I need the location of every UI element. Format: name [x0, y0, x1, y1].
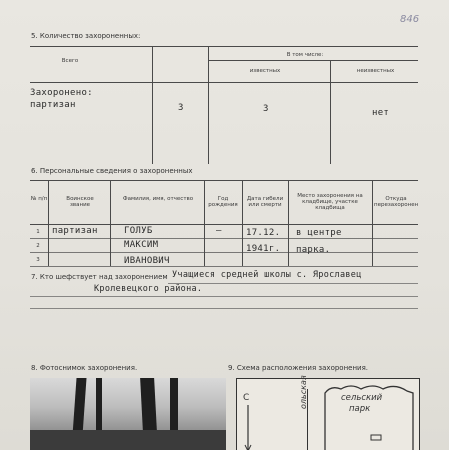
section8-title: 8. Фотоснимок захоронения.	[31, 364, 138, 372]
s6-col-div-6	[372, 180, 373, 266]
s6-h-num: № п/п	[30, 196, 48, 202]
s5-col-divider-2	[208, 46, 209, 164]
s6-row-line-3	[30, 266, 418, 267]
s5-header-bottom	[30, 82, 418, 83]
s5-top-border	[30, 46, 418, 47]
section5-title: 5. Количество захороненных:	[31, 32, 141, 40]
s6-death-line-2: 1941г.	[246, 244, 281, 254]
s5-col-divider-3	[330, 60, 331, 164]
map-park-line-1: сельский	[341, 393, 383, 403]
s6-row-num-3: 3	[36, 257, 40, 263]
s6-col-div-4	[242, 180, 243, 266]
section6-title: 6. Персональные сведения о захороненных	[31, 167, 193, 175]
s6-h-name: Фамилия, имя, отчество	[122, 196, 194, 202]
s7-underline-3	[30, 308, 418, 309]
s7-value-line-1: Учащиеся средней школы с. Ярославец	[172, 270, 362, 280]
s6-col-div-1	[48, 180, 49, 266]
s6-name-line-1: ГОЛУБ	[124, 226, 153, 236]
s6-row-num-2: 2	[36, 243, 40, 249]
s6-name-line-3: ИВАНОВИЧ	[124, 256, 170, 266]
s5-col-all: Всего	[61, 58, 79, 64]
s6-place-line-2: парка.	[296, 245, 331, 255]
grave-photo	[30, 378, 226, 450]
s7-underline-2	[30, 296, 418, 297]
photo-ground	[30, 430, 226, 450]
s6-row-num-1: 1	[36, 229, 40, 235]
s5-total: 3	[178, 103, 184, 113]
s5-subheader-line	[208, 60, 418, 61]
s6-h-from: Откуда перезахоронен	[374, 196, 419, 208]
s6-header-bottom	[30, 224, 418, 225]
s5-row-label-2: партизан	[30, 100, 76, 110]
s5-unknown: нет	[372, 108, 390, 118]
s5-col-known: известных	[249, 68, 281, 74]
page-number: 846	[400, 14, 420, 25]
s6-col-div-2	[110, 180, 111, 266]
s6-row-line-1	[30, 238, 418, 239]
s5-col-unknown: неизвестных	[356, 68, 395, 74]
park-outline	[321, 381, 417, 450]
section7-label: 7. Кто шефствует над захоронением	[31, 273, 168, 281]
s6-h-birth: Год рождения	[208, 196, 238, 208]
s6-h-rank: Воинское звание	[66, 196, 94, 208]
s6-rank-value: партизан	[52, 226, 98, 236]
s5-col-incl: В том числе:	[286, 52, 324, 58]
section9-title: 9. Схема расположения захоронения.	[228, 364, 369, 372]
s6-h-death: Дата гибели или смерти	[246, 196, 284, 208]
north-arrow-icon	[243, 405, 253, 450]
s6-death-line-1: 17.12.	[246, 228, 281, 238]
s6-col-div-3	[204, 180, 205, 266]
s5-col-divider-1	[152, 46, 153, 164]
map-park-line-2: парк	[349, 404, 371, 414]
s6-birth-value: –	[216, 226, 222, 236]
s7-underline-1	[168, 283, 418, 284]
north-letter: С	[243, 393, 250, 403]
s6-col-div-5	[288, 180, 289, 266]
s6-h-place: Место захоронения на кладбище, участке кладбища	[297, 193, 363, 211]
s7-value-line-2: Кролевецкого района.	[94, 284, 203, 294]
s6-name-line-2: МАКСИМ	[124, 240, 159, 250]
location-map	[236, 375, 420, 450]
s6-place-line-1: в центре	[296, 228, 342, 238]
s5-row-label-1: Захоронено:	[30, 88, 93, 98]
map-street-label: ольская	[299, 375, 308, 409]
s6-top-border	[30, 180, 418, 181]
s5-known: 3	[263, 104, 269, 114]
s6-row-line-2	[30, 252, 418, 253]
